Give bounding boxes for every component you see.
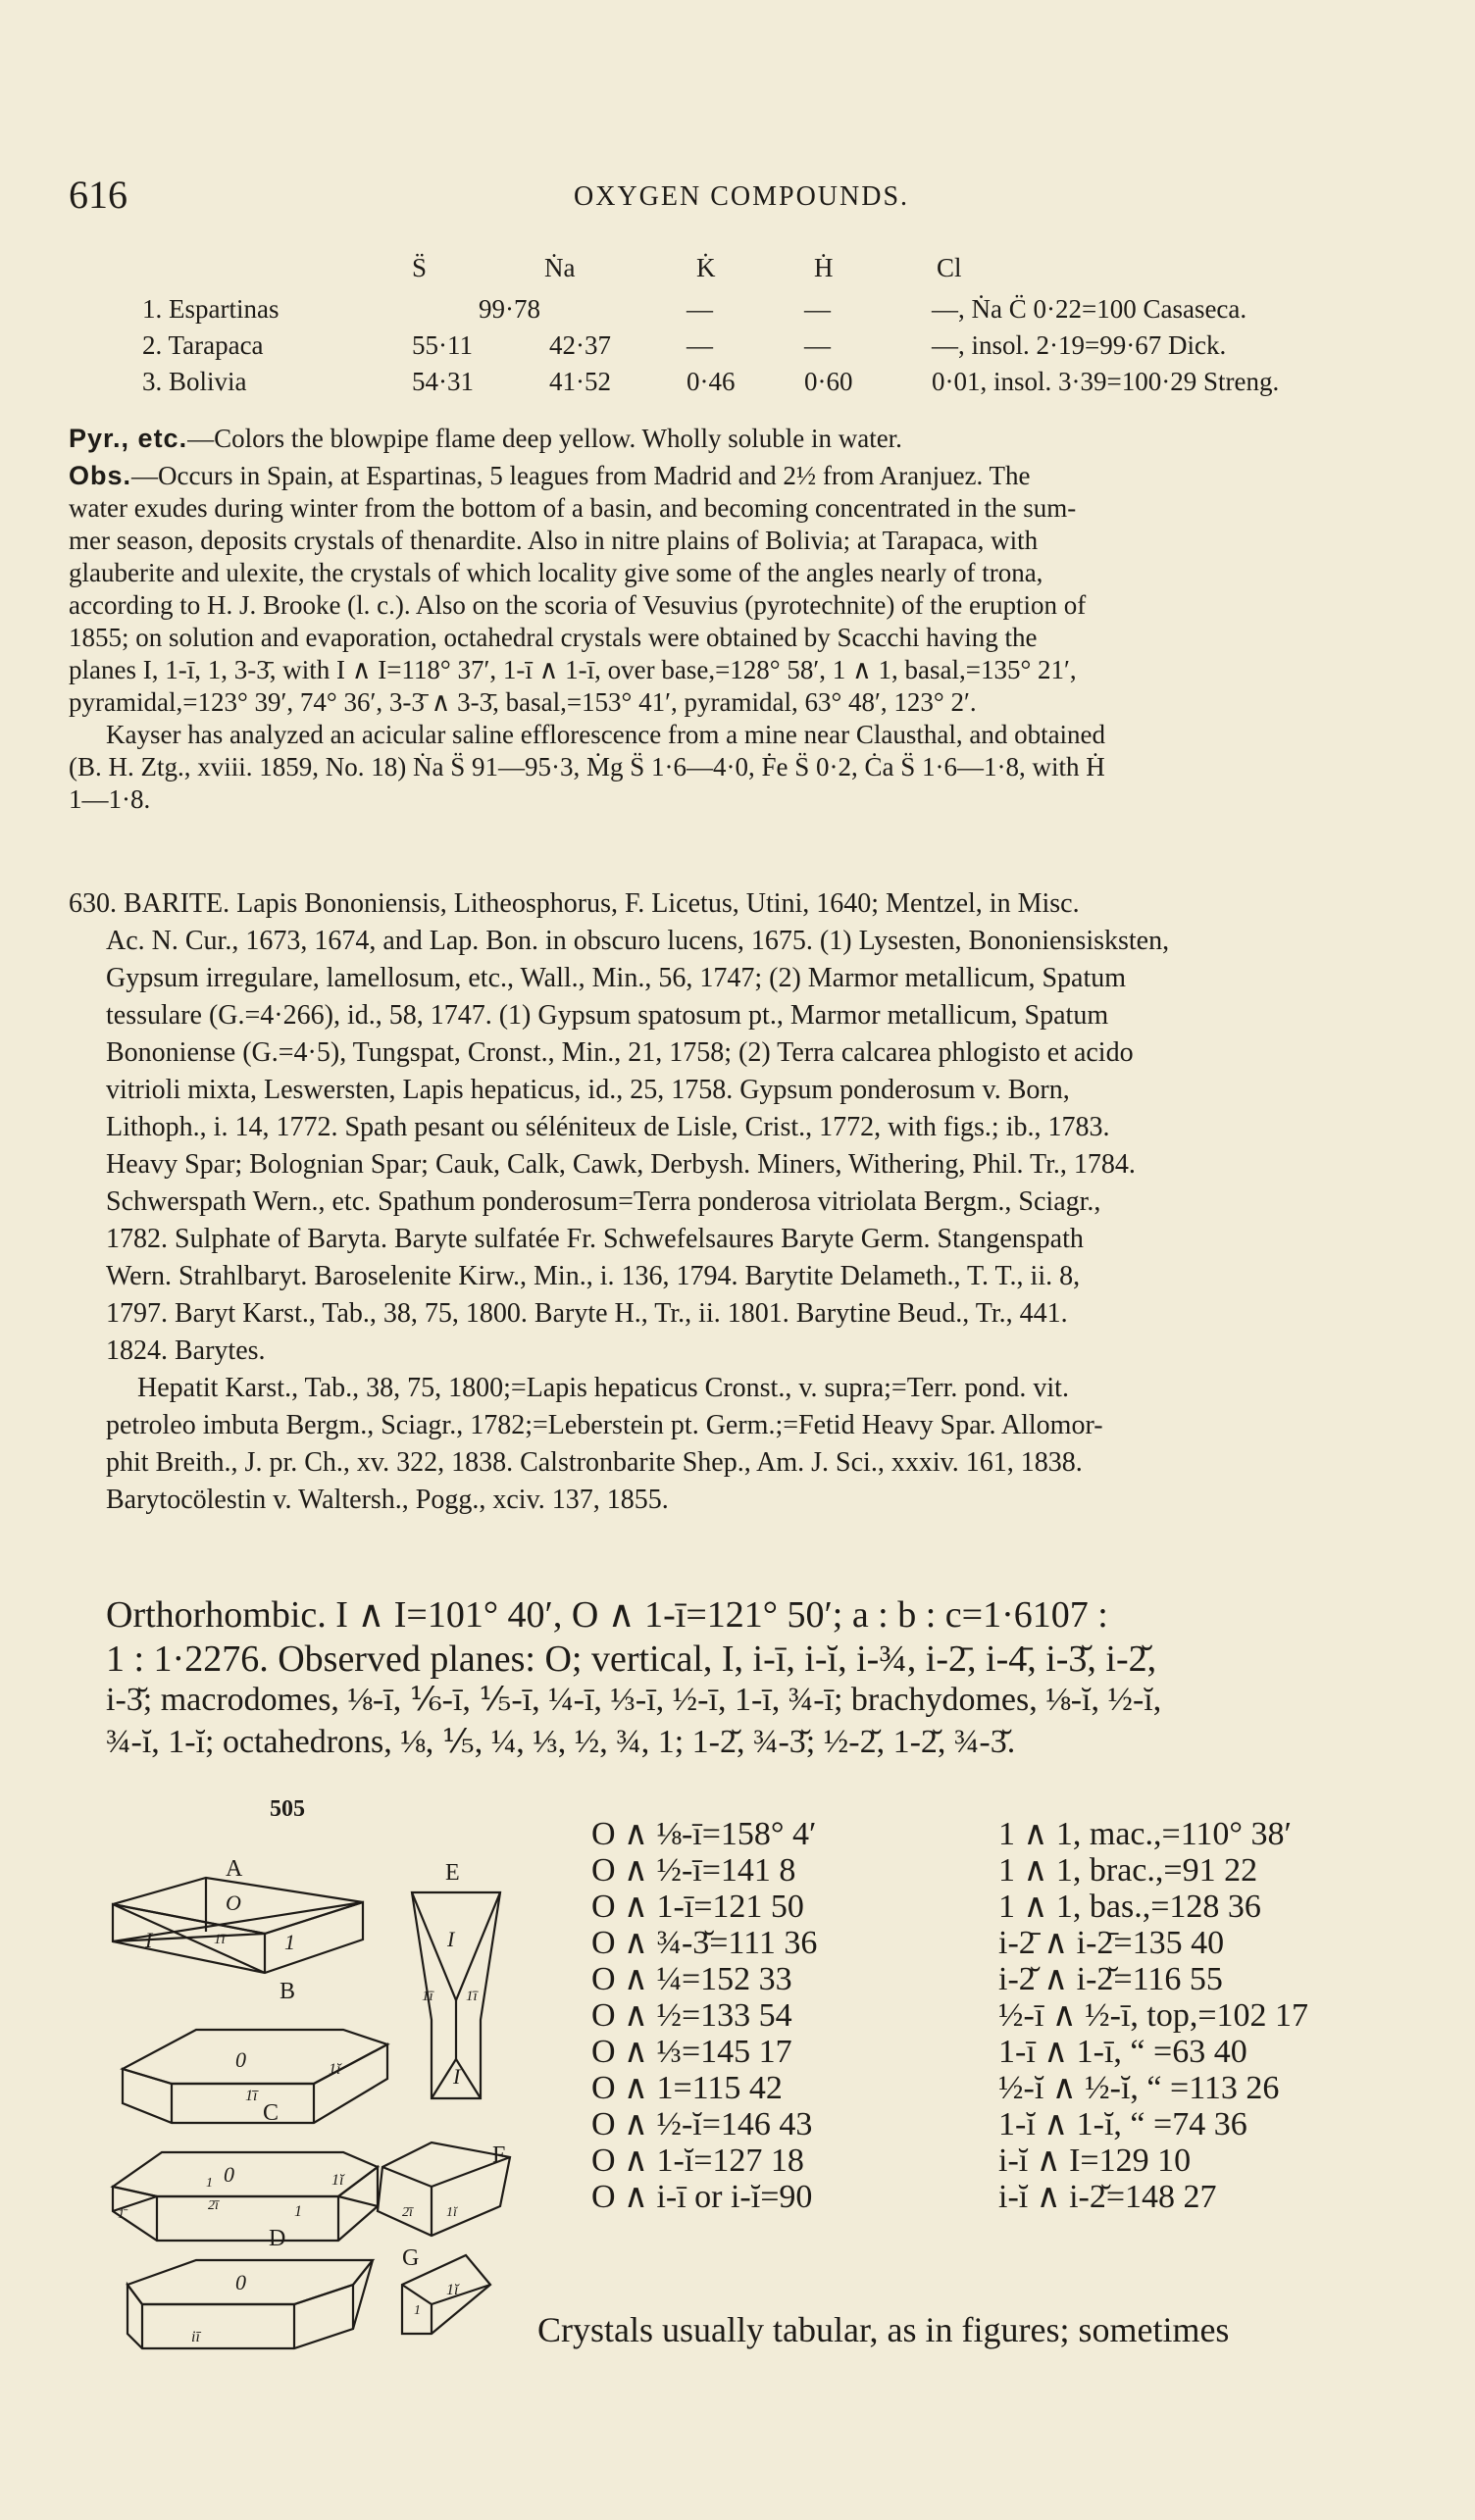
barite-line: 1782. Sulphate of Baryta. Baryte sulfatée Fr. Schwefelsaures Baryte Germ. Stangenspath [106, 1224, 1084, 1254]
svg-text:1̄ī: 1̄ī [245, 2088, 258, 2104]
ortho-line: ¾-ĭ, 1-ĭ; octahedrons, ⅛, ⅕, ¼, ⅓, ½, ¾, 1; 1-2̆, ¾-3̆; ½-2̆, 1-2̆, ¾-3̆. [106, 1724, 1016, 1760]
obs-line: planes I, 1-ī, 1, 3-3̄, with I ∧ I=118° 37′, 1-ī ∧ 1-ī, over base,=128° 58′, 1 ∧ 1, basal,=135° 21′, [69, 655, 1077, 684]
crystal-drawings [98, 1873, 569, 2402]
barite-line: 1797. Baryt Karst., Tab., 38, 75, 1800. Baryte H., Tr., ii. 1801. Barytine Beud., Tr., 441. [106, 1298, 1068, 1329]
cell-h: — [804, 330, 831, 360]
hepatit-line: Barytocölestin v. Waltersh., Pogg., xciv. 137, 1855. [106, 1485, 669, 1515]
cell-s: 54·31 [412, 367, 474, 396]
row-label: 1. Espartinas [142, 294, 280, 324]
crystal-c [113, 2152, 378, 2241]
svg-text:1ĭ: 1ĭ [331, 2172, 344, 2189]
col-header: S̈ [412, 253, 428, 282]
running-head: OXYGEN COMPOUNDS. [574, 181, 910, 212]
angle-entry: i-2̄ ∧ i-2̄=135 40 [998, 1925, 1225, 1961]
hepatit-line: Hepatit Karst., Tab., 38, 75, 1800;=Lapis hepaticus Cronst., v. supra;=Terr. pond. vit. [137, 1373, 1069, 1403]
angle-entry: 1-ī ∧ 1-ī, “ =63 40 [998, 2034, 1247, 2070]
cell-k: 0·46 [687, 367, 736, 396]
angle-entry: O ∧ ⅓=145 17 [591, 2034, 792, 2070]
svg-text:1: 1 [414, 2303, 421, 2318]
angle-entry: O ∧ ½-ī=141 8 [591, 1852, 796, 1889]
figure-label-e: E [445, 1860, 460, 1886]
barite-line: Heavy Spar; Bolognian Spar; Cauk, Calk, Cawk, Derbysh. Miners, Withering, Phil. Tr., 1784. [106, 1149, 1136, 1180]
hepatit-line: petroleo imbuta Bergm., Sciagr., 1782;=Leberstein pt. Germ.;=Fetid Heavy Spar. Allomor- [106, 1410, 1103, 1440]
svg-text:1ĭ: 1ĭ [446, 2282, 459, 2298]
svg-text:I: I [447, 1927, 455, 1951]
page-number: 616 [69, 173, 127, 217]
svg-text:0: 0 [235, 2047, 246, 2072]
angle-entry: O ∧ 1=115 42 [591, 2070, 783, 2106]
svg-text:1̄: 1̄ [118, 2207, 125, 2222]
hepatit-line: phit Breith., J. pr. Ch., xv. 322, 1838. Calstronbarite Shep., Am. J. Sci., xxxiv. 161, 1838. [106, 1447, 1083, 1478]
svg-text:1̄ī: 1̄ī [466, 1989, 478, 2004]
kayser-line: Kayser has analyzed an acicular saline efflorescence from a mine near Clausthal, and obtained [106, 720, 1106, 749]
cell-cl: 0·01, insol. 3·39=100·29 Streng. [932, 367, 1280, 396]
angle-entry: i-2̆ ∧ i-2̆=116 55 [998, 1961, 1223, 1997]
angle-entry: O ∧ ¼=152 33 [591, 1961, 792, 1997]
svg-text:0: 0 [235, 2270, 246, 2294]
svg-text:0: 0 [224, 2162, 234, 2187]
pyr-paragraph [69, 424, 902, 453]
svg-text:1̄ī: 1̄ī [422, 1989, 433, 2004]
col-header: Ṅa [544, 253, 576, 282]
figure-label-d: D [269, 2226, 286, 2251]
angle-entry: O ∧ ½=133 54 [591, 1997, 792, 2034]
angle-entry: O ∧ ½-ĭ=146 43 [591, 2106, 813, 2142]
cell-s: 55·11 [412, 330, 473, 360]
col-header: K̇ [696, 253, 716, 282]
obs-line: pyramidal,=123° 39′, 74° 36′, 3-3̄ ∧ 3-3̄, basal,=153° 41′, pyramidal, 63° 48′, 123° 2′. [69, 687, 977, 717]
angle-entry: O ∧ i-ī or i-ĭ=90 [591, 2179, 813, 2215]
obs-line: water exudes during winter from the bottom of a basin, and becoming concentrated in the sum- [69, 493, 1077, 523]
svg-text:1ĭ: 1ĭ [446, 2205, 457, 2220]
ortho-line: 1 : 1·2276. Observed planes: O; vertical, I, i-ī, i-ĭ, i-¾, i-2̄, i-4̄, i-3̆, i-2̆, [106, 1638, 1157, 1680]
svg-text:I: I [453, 2064, 461, 2089]
figure-label-c: C [263, 2100, 280, 2126]
angle-entry: O ∧ ¾-3̆=111 36 [591, 1925, 818, 1961]
svg-text:1ĭ: 1ĭ [329, 2061, 341, 2078]
cell-h: 0·60 [804, 367, 853, 396]
angle-entry: ½-ī ∧ ½-ī, top,=102 17 [998, 1997, 1309, 2034]
barite-line: tessulare (G.=4·266), id., 58, 1747. (1) Gypsum spatosum pt., Marmor metallicum, Spatum [106, 1000, 1109, 1031]
angle-entry: i-ĭ ∧ I=129 10 [998, 2142, 1192, 2179]
angle-entry: 1 ∧ 1, brac.,=91 22 [998, 1852, 1258, 1889]
cell-cl: —, insol. 2·19=99·67 Dick. [932, 330, 1227, 360]
obs-line-text: —Occurs in Spain, at Espartinas, 5 leagues from Madrid and 2½ from Aranjuez. The [131, 461, 1031, 490]
cell-k: — [687, 294, 713, 324]
obs-line: mer season, deposits crystals of thenardite. Also in nitre plains of Bolivia; at Tarapaca, with [69, 526, 1039, 555]
svg-text:I: I [145, 1928, 153, 1952]
barite-line: Schwerspath Wern., etc. Spathum ponderosum=Terra ponderosa vitriolata Bergm., Sciagr., [106, 1186, 1101, 1217]
ortho-line: Orthorhombic. I ∧ I=101° 40′, O ∧ 1-ī=121° 50′; a : b : c=1·6107 : [106, 1594, 1108, 1636]
obs-line: 1855; on solution and evaporation, octahedral crystals were obtained by Scacchi having the [69, 623, 1038, 652]
cell-s: 99·78 [479, 294, 540, 324]
angle-entry: i-ĭ ∧ i-2̆=148 27 [998, 2179, 1217, 2215]
row-label: 3. Bolivia [142, 367, 247, 396]
svg-text:O: O [226, 1890, 241, 1915]
barite-line: vitrioli mixta, Leswersten, Lapis hepaticus, id., 25, 1758. Gypsum ponderosum v. Born, [106, 1075, 1070, 1105]
cell-na: 42·37 [549, 330, 611, 360]
barite-line: Lithoph., i. 14, 1772. Spath pesant ou séléniteux de Lisle, Crist., 1772, with figs.; ib., 1783. [106, 1112, 1110, 1142]
row-label: 2. Tarapaca [142, 330, 264, 360]
angle-entry: O ∧ 1-ĭ=127 18 [591, 2142, 804, 2179]
figure-label-b: B [280, 1979, 296, 2004]
obs-line [69, 461, 1031, 490]
closing-line: Crystals usually tabular, as in figures; sometimes [537, 2310, 1230, 2349]
figure-label-a: A [226, 1856, 243, 1882]
kayser-line: 1—1·8. [69, 784, 151, 814]
ortho-line: i-3̆; macrodomes, ⅛-ī, ⅙-ī, ⅕-ī, ¼-ī, ⅓-ī, ½-ī, 1-ī, ¾-ī; brachydomes, ⅛-ĭ, ½-ĭ, [106, 1682, 1162, 1718]
barite-line: Wern. Strahlbaryt. Baroselenite Kirw., Min., i. 136, 1794. Barytite Delameth., T. T., ii. 8, [106, 1261, 1081, 1291]
angle-entry: 1 ∧ 1, bas.,=128 36 [998, 1889, 1261, 1925]
barite-line: Bononiense (G.=4·5), Tungspat, Cronst., Min., 21, 1758; (2) Terra calcarea phlogisto et acido [106, 1037, 1134, 1068]
crystal-d [127, 2260, 373, 2348]
svg-text:1: 1 [206, 2176, 213, 2191]
barite-line: Gypsum irregulare, lamellosum, etc., Wall., Min., 56, 1747; (2) Marmor metallicum, Spatum [106, 963, 1127, 993]
angle-entry: 1-ĭ ∧ 1-ĭ, “ =74 36 [998, 2106, 1247, 2142]
figure-label-f: F [492, 2142, 506, 2168]
cell-k: — [687, 330, 713, 360]
figure-number: 505 [270, 1796, 305, 1822]
barite-line: 1824. Barytes. [106, 1336, 266, 1366]
barite-line: 630. BARITE. Lapis Bononiensis, Litheosphorus, F. Licetus, Utini, 1640; Mentzel, in Misc. [69, 888, 1080, 919]
svg-text:iī: iī [191, 2329, 200, 2345]
cell-na: 41·52 [549, 367, 611, 396]
obs-label: Obs. [69, 461, 132, 490]
figure-label-g: G [402, 2245, 420, 2271]
crystal-f [378, 2142, 510, 2236]
col-header: Cl [937, 253, 962, 282]
obs-line: glauberite and ulexite, the crystals of which locality give some of the angles nearly of trona, [69, 558, 1043, 587]
svg-text:1̄ī: 1̄ī [214, 1932, 226, 1947]
svg-text:1: 1 [294, 2203, 302, 2220]
barite-line: Ac. N. Cur., 1673, 1674, and Lap. Bon. in obscuro lucens, 1675. (1) Lysesten, Bononiensisksten, [106, 926, 1170, 956]
svg-text:1: 1 [284, 1930, 295, 1954]
crystal-b [123, 2030, 387, 2123]
angle-entry: O ∧ 1-ī=121 50 [591, 1889, 804, 1925]
svg-text:2̄ī: 2̄ī [208, 2198, 219, 2213]
obs-line: according to H. J. Brooke (l. c.). Also on the scoria of Vesuvius (pyrotechnite) of the eruption of [69, 590, 1087, 620]
angle-entry: 1 ∧ 1, mac.,=110° 38′ [998, 1816, 1292, 1852]
kayser-line: (B. H. Ztg., xviii. 1859, No. 18) Ṅa S̈ 91—95·3, Ṁg S̈ 1·6—4·0, Ḟe S̈ 0·2, Ċa S̈ 1·6—1·8, with Ḣ [69, 752, 1105, 781]
svg-text:2̄ī: 2̄ī [402, 2205, 413, 2220]
pyr-label: Pyr., etc. [69, 424, 188, 453]
cell-cl: —, Ṅa C̈ 0·22=100 Casaseca. [932, 294, 1247, 324]
angle-entry: O ∧ ⅛-ī=158° 4′ [591, 1816, 817, 1852]
angle-entry: ½-ĭ ∧ ½-ĭ, “ =113 26 [998, 2070, 1280, 2106]
pyr-text: —Colors the blowpipe flame deep yellow. Wholly soluble in water. [187, 424, 902, 453]
col-header: Ḣ [814, 253, 834, 282]
cell-h: — [804, 294, 831, 324]
